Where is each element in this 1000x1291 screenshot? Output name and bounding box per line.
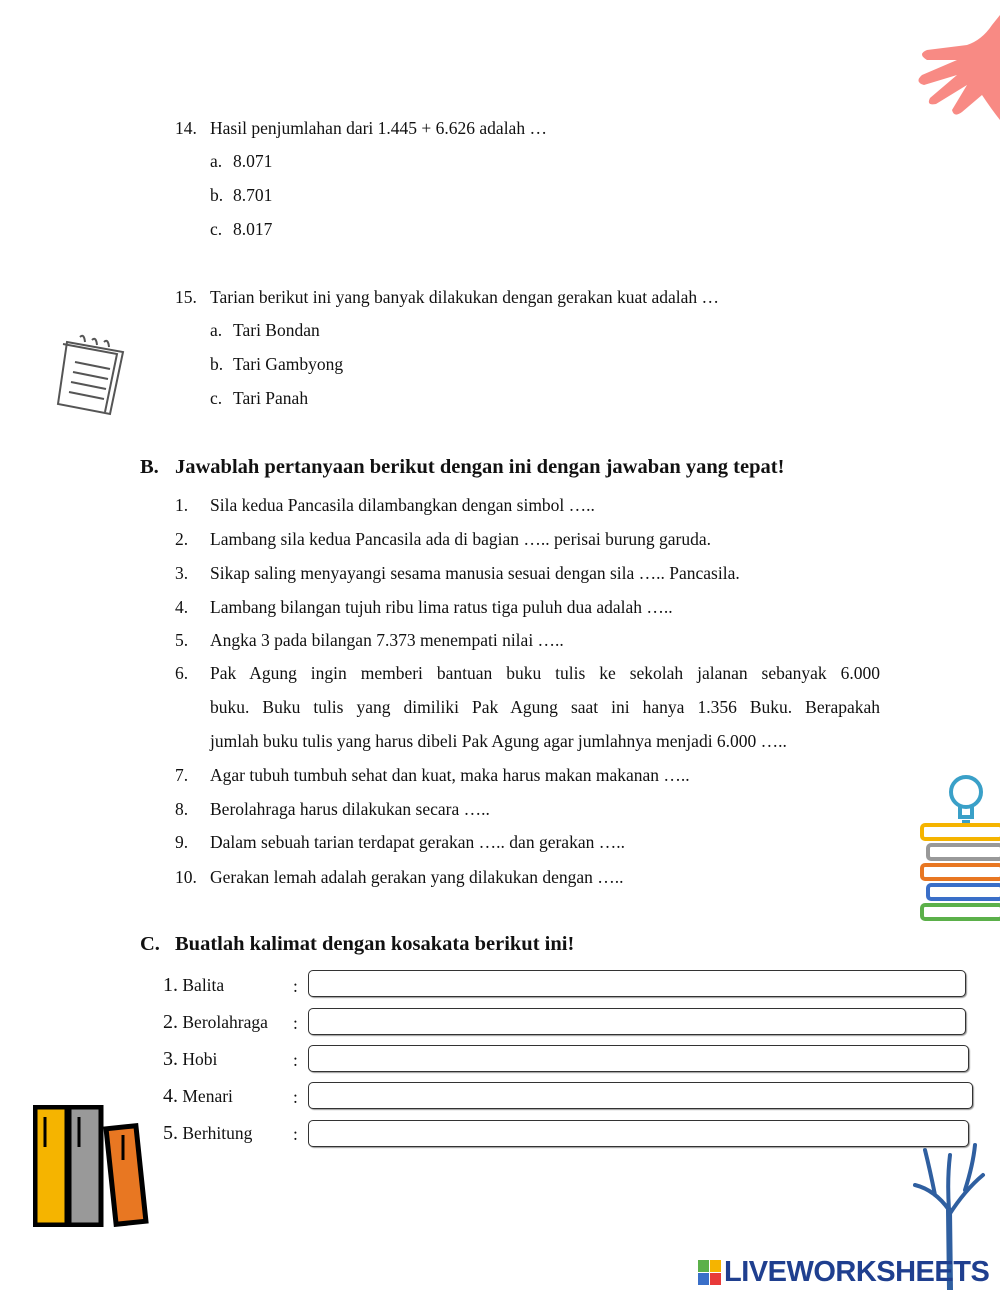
vocab-word: Balita [182, 975, 225, 995]
vocab-word: Berolahraga [182, 1012, 268, 1032]
sentence-input-hobi[interactable] [308, 1045, 969, 1072]
colon: : [293, 1124, 298, 1144]
section-b-letter: B. [140, 456, 159, 478]
sentence-input-berolahraga[interactable] [308, 1008, 966, 1035]
colon: : [293, 976, 298, 996]
question-number: 15. [175, 287, 197, 307]
item-number: 6. [175, 663, 189, 683]
item-number: 7. [175, 765, 189, 785]
vocab-number: 2. [163, 1011, 178, 1033]
vocab-word: Berhitung [182, 1123, 253, 1143]
option-letter: b. [210, 354, 224, 374]
option-letter: c. [210, 219, 223, 239]
item-number: 10. [175, 867, 197, 887]
colon: : [293, 1013, 298, 1033]
item-number: 5. [175, 630, 189, 650]
option-letter: c. [210, 388, 223, 408]
vocab-number: 5. [163, 1122, 178, 1144]
item-number: 3. [175, 563, 189, 583]
vocab-number: 3. [163, 1048, 178, 1070]
vocab-word: Menari [182, 1086, 233, 1106]
option-letter: a. [210, 320, 223, 340]
item-number: 1. [175, 495, 189, 515]
option-text: 8.701 [233, 185, 273, 205]
item-text: Agar tubuh tumbuh sehat dan kuat, maka harus makan makanan ….. [210, 765, 690, 785]
notepad-icon [55, 332, 130, 420]
item-number: 4. [175, 597, 189, 617]
item-text: Berolahraga harus dilakukan secara ….. [210, 799, 490, 819]
item-number: 8. [175, 799, 189, 819]
option-text: Tari Bondan [233, 320, 320, 340]
colon: : [293, 1050, 298, 1070]
option-text: 8.017 [233, 219, 273, 239]
question-number: 14. [175, 118, 197, 138]
sentence-input-menari[interactable] [308, 1082, 973, 1109]
colon: : [293, 1087, 298, 1107]
question-text: Hasil penjumlahan dari 1.445 + 6.626 adalah … [210, 118, 547, 138]
item-text-line: Pak Agung ingin memberi bantuan buku tulis ke sekolah jalanan sebanyak 6.000 [210, 663, 880, 683]
option-text: Tari Panah [233, 388, 309, 408]
sentence-input-berhitung[interactable] [308, 1120, 969, 1147]
option-letter: a. [210, 151, 223, 171]
books-lightbulb-icon [918, 772, 1000, 924]
item-text: Angka 3 pada bilangan 7.373 menempati nilai ….. [210, 630, 564, 650]
vocab-number: 1. [163, 974, 178, 996]
section-c-letter: C. [140, 933, 160, 955]
option-letter: b. [210, 185, 224, 205]
section-b-heading: Jawablah pertanyaan berikut dengan ini dengan jawaban yang tepat! [175, 456, 785, 478]
item-text: Sila kedua Pancasila dilambangkan dengan simbol ….. [210, 495, 595, 515]
item-text: Gerakan lemah adalah gerakan yang dilakukan dengan ….. [210, 867, 624, 887]
item-number: 9. [175, 832, 189, 852]
question-text: Tarian berikut ini yang banyak dilakukan dengan gerakan kuat adalah … [210, 287, 720, 307]
liveworksheets-text: LIVEWORKSHEETS [724, 1256, 990, 1288]
live-badge-icon [698, 1260, 722, 1286]
option-text: 8.071 [233, 151, 273, 171]
item-text-line: buku. Buku tulis yang dimiliki Pak Agung saat ini hanya 1.356 Buku. Berapakah [210, 697, 880, 717]
liveworksheets-logo [698, 1256, 989, 1289]
vocab-word: Hobi [182, 1049, 218, 1069]
item-text: Dalam sebuah tarian terdapat gerakan ….. dan gerakan ….. [210, 832, 625, 852]
option-text: Tari Gambyong [233, 354, 344, 374]
item-text: Lambang bilangan tujuh ribu lima ratus tiga puluh dua adalah ….. [210, 597, 673, 617]
item-text: Lambang sila kedua Pancasila ada di bagian ….. perisai burung garuda. [210, 529, 712, 549]
hand-icon [912, 10, 1000, 120]
bookshelf-icon [33, 1105, 153, 1227]
item-number: 2. [175, 529, 189, 549]
item-text-line: jumlah buku tulis yang harus dibeli Pak Agung agar jumlahnya menjadi 6.000 ….. [210, 731, 787, 751]
vocab-number: 4. [163, 1085, 178, 1107]
section-c-heading: Buatlah kalimat dengan kosakata berikut ini! [175, 933, 575, 955]
item-text: Sikap saling menyayangi sesama manusia sesuai dengan sila ….. Pancasila. [210, 563, 740, 583]
sentence-input-balita[interactable] [308, 970, 966, 997]
